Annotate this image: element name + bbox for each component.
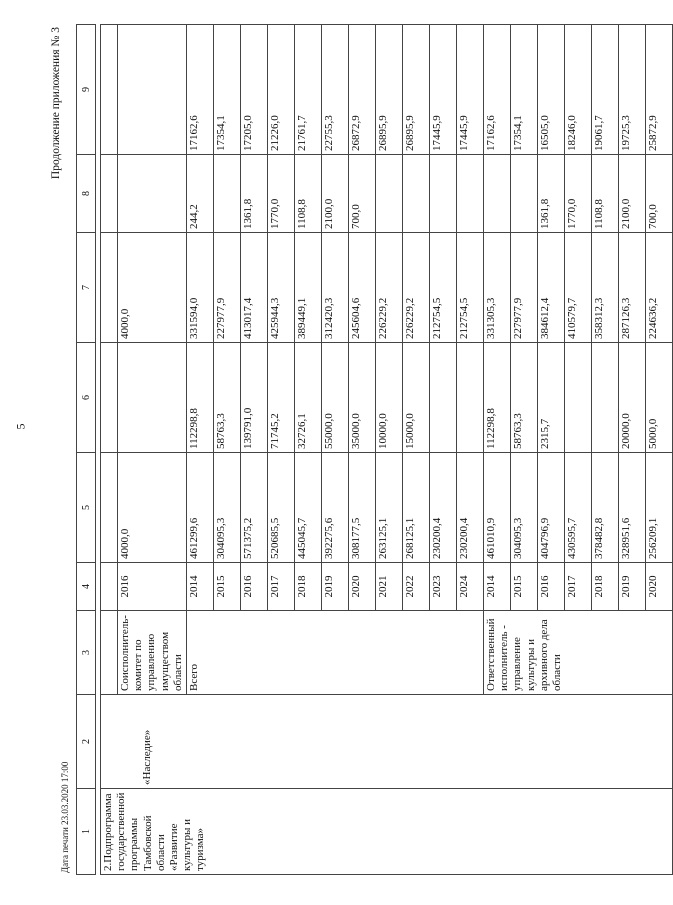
amount-cell: 384612,4 — [537, 233, 564, 343]
amount-cell: 1770,0 — [564, 155, 591, 233]
amount-cell: 224636,2 — [645, 233, 672, 343]
year-cell: 2014 — [483, 563, 510, 611]
amount-cell: 1108,8 — [591, 155, 618, 233]
amount-cell: 331594,0 — [186, 233, 213, 343]
amount-cell — [213, 155, 240, 233]
amount-cell: 245604,6 — [348, 233, 375, 343]
amount-cell: 22755,3 — [321, 25, 348, 155]
amount-cell — [118, 155, 187, 233]
amount-cell: 287126,3 — [618, 233, 645, 343]
year-cell: 2018 — [294, 563, 321, 611]
amount-cell — [118, 25, 187, 155]
amount-cell: 378482,8 — [591, 453, 618, 563]
amount-cell: 227977,9 — [510, 233, 537, 343]
amount-cell: 20000,0 — [618, 343, 645, 453]
amount-cell: 17354,1 — [213, 25, 240, 155]
amount-cell: 58763,3 — [213, 343, 240, 453]
column-number: 9 — [77, 25, 96, 155]
year-cell: 2014 — [186, 563, 213, 611]
amount-cell: 21761,7 — [294, 25, 321, 155]
amount-cell: 21226,0 — [267, 25, 294, 155]
year-cell: 2019 — [618, 563, 645, 611]
blank-cell — [101, 563, 118, 611]
amount-cell: 389449,1 — [294, 233, 321, 343]
amount-cell: 18246,0 — [564, 25, 591, 155]
total-label: Всего — [186, 611, 483, 695]
column-number: 3 — [77, 611, 96, 695]
amount-cell: 268125,1 — [402, 453, 429, 563]
project-cell: «Наследие» — [101, 695, 673, 789]
amount-cell: 19061,7 — [591, 25, 618, 155]
amount-cell: 430595,7 — [564, 453, 591, 563]
amount-cell: 226229,2 — [402, 233, 429, 343]
amount-cell: 256209,1 — [645, 453, 672, 563]
amount-cell — [456, 155, 483, 233]
year-cell: 2017 — [267, 563, 294, 611]
page-header — [44, 21, 74, 879]
amount-cell: 1361,8 — [240, 155, 267, 233]
amount-cell: 25872,9 — [645, 25, 672, 155]
amount-cell — [510, 155, 537, 233]
amount-cell: 304095,3 — [510, 453, 537, 563]
year-cell: 2018 — [591, 563, 618, 611]
amount-cell: 308177,5 — [348, 453, 375, 563]
amount-cell: 10000,0 — [375, 343, 402, 453]
year-cell: 2015 — [213, 563, 240, 611]
column-number: 5 — [77, 453, 96, 563]
subprogram-cell: 2.Подпрограмма государственной программы Тамбовской области «Развитие культуры и туризма» — [101, 789, 673, 875]
amount-cell: 425944,3 — [267, 233, 294, 343]
amount-cell: 404796,9 — [537, 453, 564, 563]
amount-cell: 4000,0 — [118, 233, 187, 343]
amount-cell: 461299,6 — [186, 453, 213, 563]
amount-cell: 58763,3 — [510, 343, 537, 453]
column-number: 8 — [77, 155, 96, 233]
amount-cell: 328951,6 — [618, 453, 645, 563]
print-date: Дата печати 23.03.2020 17:00 — [60, 761, 70, 873]
amount-cell: 227977,9 — [213, 233, 240, 343]
column-number: 7 — [77, 233, 96, 343]
amount-cell: 26872,9 — [348, 25, 375, 155]
year-cell: 2019 — [321, 563, 348, 611]
amount-cell: 244,2 — [186, 155, 213, 233]
amount-cell: 55000,0 — [321, 343, 348, 453]
amount-cell: 112298,8 — [186, 343, 213, 453]
blank-cell — [101, 453, 118, 563]
document-title: Продолжение приложения № 3 — [50, 27, 62, 180]
year-cell: 2015 — [510, 563, 537, 611]
amount-cell: 16505,0 — [537, 25, 564, 155]
year-cell: 2016 — [537, 563, 564, 611]
amount-cell — [591, 343, 618, 453]
amount-cell: 571375,2 — [240, 453, 267, 563]
amount-cell: 17162,6 — [186, 25, 213, 155]
amount-cell: 331305,3 — [483, 233, 510, 343]
amount-cell: 445045,7 — [294, 453, 321, 563]
amount-cell — [429, 343, 456, 453]
amount-cell — [456, 343, 483, 453]
amount-cell: 5000,0 — [645, 343, 672, 453]
amount-cell: 112298,8 — [483, 343, 510, 453]
amount-cell: 17354,1 — [510, 25, 537, 155]
year-cell: 2024 — [456, 563, 483, 611]
amount-cell: 17205,0 — [240, 25, 267, 155]
funding-table — [100, 24, 673, 875]
column-number: 2 — [77, 695, 96, 789]
amount-cell: 461010,9 — [483, 453, 510, 563]
amount-cell: 19725,3 — [618, 25, 645, 155]
amount-cell: 230200,4 — [456, 453, 483, 563]
responsible-label: Ответственный исполнитель - управление культуры и архивного дела области — [483, 611, 672, 695]
amount-cell: 17162,6 — [483, 25, 510, 155]
amount-cell: 139791,0 — [240, 343, 267, 453]
amount-cell — [564, 343, 591, 453]
amount-cell — [429, 155, 456, 233]
amount-cell — [375, 155, 402, 233]
year-cell: 2017 — [564, 563, 591, 611]
amount-cell — [402, 155, 429, 233]
amount-cell: 1770,0 — [267, 155, 294, 233]
blank-cell — [101, 343, 118, 453]
amount-cell: 520685,5 — [267, 453, 294, 563]
amount-cell: 32726,1 — [294, 343, 321, 453]
amount-cell: 312420,3 — [321, 233, 348, 343]
column-number: 4 — [77, 563, 96, 611]
amount-cell: 2100,0 — [321, 155, 348, 233]
amount-cell: 26895,9 — [402, 25, 429, 155]
blank-cell — [101, 155, 118, 233]
amount-cell — [118, 343, 187, 453]
year-cell: 2021 — [375, 563, 402, 611]
amount-cell — [483, 155, 510, 233]
amount-cell: 35000,0 — [348, 343, 375, 453]
amount-cell: 230200,4 — [429, 453, 456, 563]
amount-cell: 304095,3 — [213, 453, 240, 563]
column-number-row — [77, 25, 96, 875]
page-number: 5 — [13, 423, 28, 430]
column-number: 6 — [77, 343, 96, 453]
amount-cell: 2315,7 — [537, 343, 564, 453]
amount-cell: 26895,9 — [375, 25, 402, 155]
amount-cell: 700,0 — [645, 155, 672, 233]
blank-row — [101, 25, 118, 875]
year-cell: 2016 — [118, 563, 187, 611]
blank-cell — [101, 25, 118, 155]
amount-cell: 17445,9 — [429, 25, 456, 155]
amount-cell: 212754,5 — [456, 233, 483, 343]
amount-cell: 392275,6 — [321, 453, 348, 563]
amount-cell: 358312,3 — [591, 233, 618, 343]
amount-cell: 15000,0 — [402, 343, 429, 453]
rotated-page — [44, 21, 659, 879]
year-cell: 2023 — [429, 563, 456, 611]
table-body — [101, 25, 673, 875]
year-cell: 2016 — [240, 563, 267, 611]
column-number: 1 — [77, 789, 96, 875]
amount-cell: 2100,0 — [618, 155, 645, 233]
amount-cell: 17445,9 — [456, 25, 483, 155]
amount-cell: 1361,8 — [537, 155, 564, 233]
amount-cell: 226229,2 — [375, 233, 402, 343]
amount-cell: 71745,2 — [267, 343, 294, 453]
blank-cell — [101, 233, 118, 343]
amount-cell: 4000,0 — [118, 453, 187, 563]
amount-cell: 263125,1 — [375, 453, 402, 563]
amount-cell: 212754,5 — [429, 233, 456, 343]
amount-cell: 410579,7 — [564, 233, 591, 343]
amount-cell: 700,0 — [348, 155, 375, 233]
blank-cell — [101, 611, 118, 695]
year-cell: 2022 — [402, 563, 429, 611]
column-number-header — [76, 24, 96, 875]
year-cell: 2020 — [645, 563, 672, 611]
year-cell: 2020 — [348, 563, 375, 611]
amount-cell: 1108,8 — [294, 155, 321, 233]
amount-cell: 413017,4 — [240, 233, 267, 343]
coexecutor-label: Соисполнитель-комитет по управлению имуществом области — [118, 611, 187, 695]
